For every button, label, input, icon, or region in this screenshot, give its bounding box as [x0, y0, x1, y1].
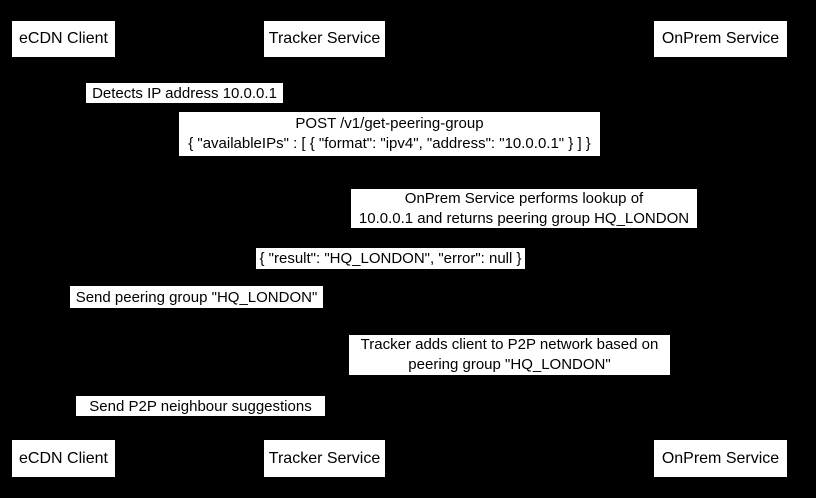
- actor-bottom-ecdn-client: [12, 440, 115, 477]
- actor-label: Tracker Service: [268, 30, 381, 47]
- actor-label: eCDN Client: [19, 30, 108, 47]
- actor-bottom-onprem-service: [654, 440, 787, 477]
- actor-label: OnPrem Service: [661, 449, 780, 467]
- actor-label: eCDN Client: [19, 449, 108, 467]
- actor-top-tracker-service: [264, 21, 385, 57]
- message-send-p2p-suggestions: Send P2P neighbour suggestions: [76, 396, 325, 416]
- actor-label: Tracker Service: [268, 449, 381, 467]
- actor-top-ecdn-client: [12, 21, 115, 57]
- message-detect-ip: Detects IP address 10.0.0.1: [86, 83, 283, 103]
- message-post-get-peering-group: POST /v1/get-peering-group { "availableIPs" : [ { "format": "ipv4", "address": "10.0.0.1" } ] }: [179, 112, 600, 156]
- note-tracker-adds-client: Tracker adds client to P2P network based on peering group "HQ_LONDON": [349, 335, 670, 375]
- actor-top-onprem-service: [654, 21, 787, 57]
- actor-label: OnPrem Service: [661, 30, 780, 47]
- actor-bottom-tracker-service: [264, 440, 385, 477]
- message-result-response: { "result": "HQ_LONDON", "error": null }: [256, 248, 525, 269]
- message-send-peering-group: Send peering group "HQ_LONDON": [70, 286, 323, 308]
- note-onprem-lookup: OnPrem Service performs lookup of 10.0.0.1 and returns peering group HQ_LONDON: [351, 189, 697, 228]
